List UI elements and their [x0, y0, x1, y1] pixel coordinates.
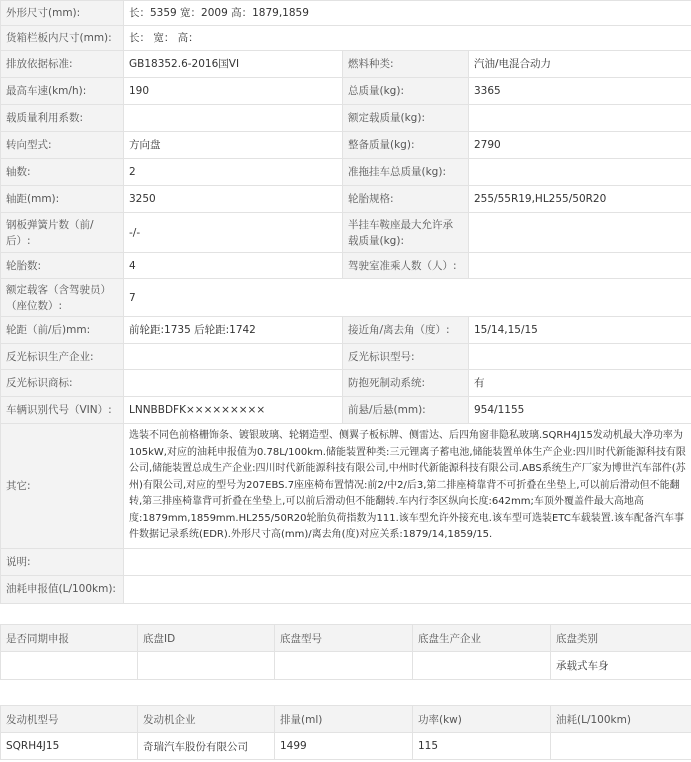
fuel-value: 汽油/电混合动力	[469, 51, 691, 78]
saddle-label: 半挂车鞍座最大允许承载质量(kg):	[343, 213, 469, 253]
engine-cell: SQRH4J15	[1, 733, 138, 760]
abs-label: 防抱死制动系统:	[343, 370, 469, 397]
axles-value: 2	[124, 159, 343, 186]
spec-row-springs	[1, 213, 691, 253]
emission-value: GB18352.6-2016国VI	[124, 51, 343, 78]
reflect-model-value	[469, 344, 691, 370]
fuel-label: 燃料种类:	[343, 51, 469, 78]
engine-header-cell: 功率(kw)	[413, 706, 551, 733]
engine-table	[0, 705, 691, 760]
springs-label: 钢板弹簧片数（前/后）:	[1, 213, 124, 253]
reflect-maker-value	[124, 344, 343, 370]
spec-row-fuel-decl	[1, 575, 691, 603]
rated-load-value	[469, 105, 691, 132]
overhang-label: 前悬/后悬(mm):	[343, 397, 469, 424]
spec-row-other	[1, 424, 691, 549]
reflect-brand-label: 反光标识商标:	[1, 370, 124, 397]
chassis-cell	[413, 652, 551, 680]
chassis-header-cell: 底盘生产企业	[413, 625, 551, 652]
spec-row-reflect	[1, 344, 691, 370]
table-row	[1, 652, 691, 680]
cab-passengers-label: 驾驶室准乘人数（人）:	[343, 253, 469, 279]
max-speed-value: 190	[124, 78, 343, 105]
track-label: 轮距（前/后)mm:	[1, 317, 124, 344]
reflect-brand-value	[124, 370, 343, 397]
chassis-cell	[1, 652, 138, 680]
other-label: 其它:	[1, 424, 124, 549]
fuel-decl-label: 油耗申报值(L/100km):	[1, 575, 124, 603]
cargo-label: 货箱栏板内尺寸(mm):	[1, 26, 124, 51]
trailer-mass-label: 准拖挂车总质量(kg):	[343, 159, 469, 186]
chassis-cell	[275, 652, 413, 680]
load-util-label: 载质量利用系数:	[1, 105, 124, 132]
curb-mass-value: 2790	[469, 132, 691, 159]
engine-header-cell: 发动机型号	[1, 706, 138, 733]
chassis-header-cell: 底盘ID	[138, 625, 275, 652]
engine-cell: 115	[413, 733, 551, 760]
seats-value: 7	[124, 279, 691, 317]
dims-label: 外形尺寸(mm):	[1, 1, 124, 26]
reflect-maker-label: 反光标识生产企业:	[1, 344, 124, 370]
emission-label: 排放依据标准:	[1, 51, 124, 78]
approach-label: 接近角/离去角（度）:	[343, 317, 469, 344]
springs-value: -/-	[124, 213, 343, 253]
overhang-value: 954/1155	[469, 397, 691, 424]
spec-row-speed	[1, 78, 691, 105]
spec-row-wheelbase	[1, 186, 691, 213]
engine-cell	[551, 733, 691, 760]
tyre-value: 255/55R19,HL255/50R20	[469, 186, 691, 213]
spec-row-load	[1, 105, 691, 132]
wheelbase-value: 3250	[124, 186, 343, 213]
spec-row-brand	[1, 370, 691, 397]
cargo-value: 长： 宽： 高：	[124, 26, 691, 51]
spec-row-steering	[1, 132, 691, 159]
spec-row-axles	[1, 159, 691, 186]
total-mass-label: 总质量(kg):	[343, 78, 469, 105]
steering-label: 转向型式:	[1, 132, 124, 159]
spec-row-emission	[1, 51, 691, 78]
saddle-value	[469, 213, 691, 253]
reflect-model-label: 反光标识型号:	[343, 344, 469, 370]
fuel-decl-value	[124, 575, 691, 603]
approach-value: 15/14,15/15	[469, 317, 691, 344]
curb-mass-label: 整备质量(kg):	[343, 132, 469, 159]
tyre-label: 轮胎规格:	[343, 186, 469, 213]
engine-cell: 奇瑞汽车股份有限公司	[138, 733, 275, 760]
engine-header-cell: 排量(ml)	[275, 706, 413, 733]
spec-row-vin	[1, 397, 691, 424]
spec-row-tyres	[1, 253, 691, 279]
max-speed-label: 最高车速(km/h):	[1, 78, 124, 105]
spec-row-note	[1, 548, 691, 575]
other-value: 选装不同色前格栅饰条、镀银玻璃、轮辋造型、侧翼子板标牌、侧雷达、后四角窗非隐私玻璃.SQRH4J15发动机最大净功率为105kW,对应的油耗申报值为0.78L/100km.储能装置种类:三元锂离子蓄电池,储能装置单体生产企业:四川时代新能源科技有限公司,储能装置总成生产企业:四川时代新能源科技有限公司,中州时代新能源科技有限公司.ABS系统生产厂家为博世汽车部件(苏州)有限公司,对应的型号为207EBS.7座座椅布置情况:前2/中2/后3,第二排座椅靠背不可折叠在坐垫上,可以前后滑动但不能翻转,第三排座椅靠背可折叠在坐垫上,可以前后滑动但不能翻转.车内行李区纵向长度:642mm;车顶外覆盖件最大高地高度:1879mm,1859mm.HL255/50R20轮胎负荷指数为111.该车型允许外接充电.该车型可选装ETC车载装置.该车配备汽车事件数据记录系统(EDR).外形尺寸高(mm)/离去角(度)对应关系:1879/14,1859/15.	[124, 424, 691, 549]
steering-value: 方向盘	[124, 132, 343, 159]
chassis-cell: 承载式车身	[551, 652, 691, 680]
engine-header-row	[1, 706, 691, 733]
chassis-table	[0, 624, 691, 680]
spec-row-cargo	[1, 26, 691, 51]
vin-label: 车辆识别代号（VIN）:	[1, 397, 124, 424]
wheelbase-label: 轴距(mm):	[1, 186, 124, 213]
total-mass-value: 3365	[469, 78, 691, 105]
note-value	[124, 548, 691, 575]
track-value: 前轮距:1735 后轮距:1742	[124, 317, 343, 344]
spec-row-track	[1, 317, 691, 344]
chassis-header-row	[1, 625, 691, 652]
spec-row-dims	[1, 1, 691, 26]
engine-cell: 1499	[275, 733, 413, 760]
chassis-header-cell: 底盘类别	[551, 625, 691, 652]
cab-passengers-value	[469, 253, 691, 279]
rated-load-label: 额定载质量(kg):	[343, 105, 469, 132]
chassis-header-cell: 底盘型号	[275, 625, 413, 652]
chassis-header-cell: 是否同期申报	[1, 625, 138, 652]
dims-value: 长：5359 宽：2009 高：1879,1859	[124, 1, 691, 26]
spec-row-seats	[1, 279, 691, 317]
note-label: 说明:	[1, 548, 124, 575]
tyre-count-value: 4	[124, 253, 343, 279]
vin-value: LNNBBDFK×××××××××	[124, 397, 343, 424]
load-util-value	[124, 105, 343, 132]
axles-label: 轴数:	[1, 159, 124, 186]
chassis-cell	[138, 652, 275, 680]
table-row	[1, 733, 691, 760]
seats-label: 额定载客（含驾驶员）（座位数）:	[1, 279, 124, 317]
engine-header-cell: 发动机企业	[138, 706, 275, 733]
trailer-mass-value	[469, 159, 691, 186]
tyre-count-label: 轮胎数:	[1, 253, 124, 279]
engine-header-cell: 油耗(L/100km)	[551, 706, 691, 733]
abs-value: 有	[469, 370, 691, 397]
